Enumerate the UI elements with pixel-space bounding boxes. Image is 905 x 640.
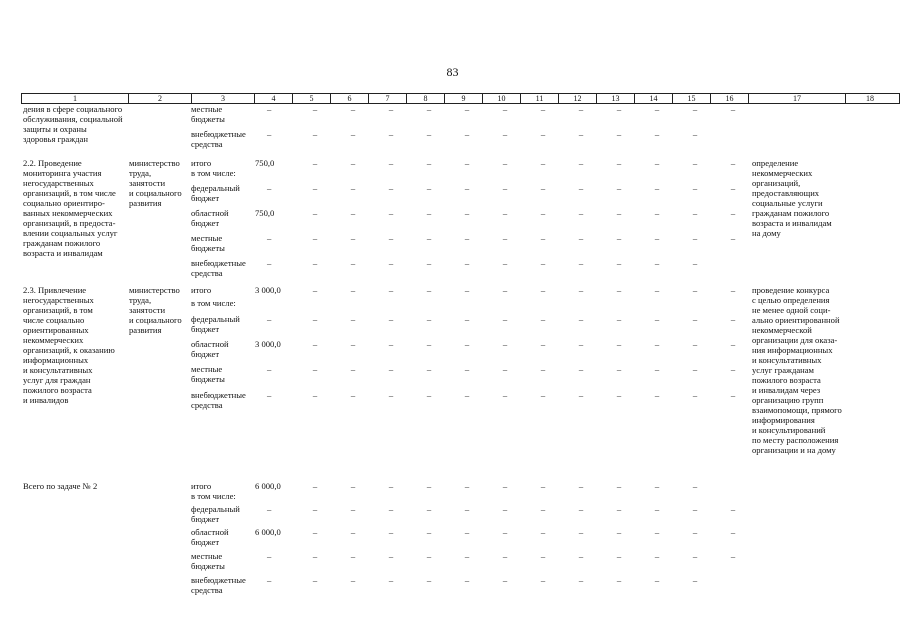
empty-cell-dash: –	[654, 390, 660, 400]
empty-cell-dash: –	[426, 314, 432, 324]
empty-cell-dash: –	[540, 551, 546, 561]
empty-cell-dash: –	[578, 551, 584, 561]
empty-cell-dash: –	[350, 233, 356, 243]
empty-cell-dash: –	[312, 183, 318, 193]
empty-cell-dash: –	[502, 285, 508, 295]
row1-source-label: федеральный бюджет	[191, 183, 240, 203]
empty-cell-dash: –	[426, 390, 432, 400]
empty-cell-dash: –	[578, 258, 584, 268]
empty-cell-dash: –	[350, 390, 356, 400]
empty-cell-dash: –	[502, 233, 508, 243]
empty-cell-dash: –	[426, 104, 432, 114]
row1-source-label: местные бюджеты	[191, 233, 225, 253]
empty-cell-dash: –	[654, 233, 660, 243]
empty-cell-dash: –	[464, 183, 470, 193]
empty-cell-dash: –	[654, 258, 660, 268]
empty-cell-dash: –	[730, 183, 736, 193]
empty-cell-dash: –	[730, 285, 736, 295]
empty-cell-dash: –	[464, 104, 470, 114]
empty-cell-dash: –	[350, 183, 356, 193]
empty-cell-dash: –	[388, 504, 394, 514]
empty-cell-dash: –	[464, 285, 470, 295]
row0-description: дения в сфере социального обслуживания, социальной защиты и охраны здоровья граждан	[23, 104, 123, 144]
column-header-11: 11	[521, 94, 559, 103]
row3-amount: –	[267, 551, 272, 561]
empty-cell-dash: –	[540, 258, 546, 268]
empty-cell-dash: –	[578, 208, 584, 218]
empty-cell-dash: –	[692, 364, 698, 374]
empty-cell-dash: –	[540, 481, 546, 491]
empty-cell-dash: –	[540, 285, 546, 295]
empty-cell-dash: –	[312, 390, 318, 400]
empty-cell-dash: –	[388, 258, 394, 268]
column-header-14: 14	[635, 94, 673, 103]
empty-cell-dash: –	[616, 527, 622, 537]
empty-cell-dash: –	[426, 551, 432, 561]
empty-cell-dash: –	[692, 129, 698, 139]
empty-cell-dash: –	[692, 339, 698, 349]
column-header-1: 1	[22, 94, 129, 103]
empty-cell-dash: –	[502, 551, 508, 561]
empty-cell-dash: –	[312, 551, 318, 561]
row1-executor: министерство труда, занятости и социального развития	[129, 158, 182, 208]
empty-cell-dash: –	[730, 390, 736, 400]
empty-cell-dash: –	[312, 364, 318, 374]
column-header-7: 7	[369, 94, 407, 103]
empty-cell-dash: –	[350, 504, 356, 514]
empty-cell-dash: –	[654, 129, 660, 139]
empty-cell-dash: –	[312, 233, 318, 243]
empty-cell-dash: –	[312, 208, 318, 218]
row2-result: проведение конкурса с целью определения не менее одной соци- ально ориентированной некоммерческой организации для оказа- ния информационных и консультативных услуг гражданам пожилого возраста и инвалидам через организацию групп взаимопомощи, прямого информирования и консультирований по месту расположения организации и на дому	[752, 285, 842, 455]
row3-source-label: федеральный бюджет	[191, 504, 240, 524]
row3-amount: 6 000,0	[255, 481, 281, 491]
empty-cell-dash: –	[540, 527, 546, 537]
empty-cell-dash: –	[654, 208, 660, 218]
column-header-13: 13	[597, 94, 635, 103]
row3-source-label: местные бюджеты	[191, 551, 225, 571]
empty-cell-dash: –	[426, 183, 432, 193]
empty-cell-dash: –	[654, 527, 660, 537]
empty-cell-dash: –	[312, 339, 318, 349]
empty-cell-dash: –	[616, 364, 622, 374]
empty-cell-dash: –	[426, 364, 432, 374]
empty-cell-dash: –	[730, 158, 736, 168]
empty-cell-dash: –	[502, 208, 508, 218]
empty-cell-dash: –	[502, 183, 508, 193]
empty-cell-dash: –	[426, 504, 432, 514]
empty-cell-dash: –	[692, 390, 698, 400]
empty-cell-dash: –	[312, 481, 318, 491]
empty-cell-dash: –	[350, 129, 356, 139]
column-header-18: 18	[866, 94, 874, 103]
empty-cell-dash: –	[616, 208, 622, 218]
empty-cell-dash: –	[502, 390, 508, 400]
empty-cell-dash: –	[502, 364, 508, 374]
empty-cell-dash: –	[578, 390, 584, 400]
row0-amount: –	[267, 104, 272, 114]
empty-cell-dash: –	[616, 285, 622, 295]
empty-cell-dash: –	[312, 104, 318, 114]
empty-cell-dash: –	[730, 504, 736, 514]
empty-cell-dash: –	[464, 258, 470, 268]
row3-source-label: итого в том числе:	[191, 481, 236, 501]
row2-source-label: федеральный бюджет	[191, 314, 240, 334]
empty-cell-dash: –	[388, 364, 394, 374]
empty-cell-dash: –	[426, 527, 432, 537]
row2-executor: министерство труда, занятости и социального развития	[129, 285, 182, 335]
row3-source-label: внебюджетные средства	[191, 575, 246, 595]
page-number: 83	[446, 65, 459, 79]
empty-cell-dash: –	[350, 285, 356, 295]
empty-cell-dash: –	[388, 183, 394, 193]
empty-cell-dash: –	[692, 551, 698, 561]
empty-cell-dash: –	[692, 504, 698, 514]
empty-cell-dash: –	[388, 527, 394, 537]
empty-cell-dash: –	[578, 285, 584, 295]
empty-cell-dash: –	[730, 551, 736, 561]
empty-cell-dash: –	[502, 575, 508, 585]
row2-amount: 3 000,0	[255, 285, 281, 295]
row2-source-label: местные бюджеты	[191, 364, 225, 384]
empty-cell-dash: –	[464, 551, 470, 561]
empty-cell-dash: –	[616, 158, 622, 168]
empty-cell-dash: –	[312, 314, 318, 324]
row2-source-label: областной бюджет	[191, 339, 229, 359]
empty-cell-dash: –	[502, 158, 508, 168]
empty-cell-dash: –	[616, 314, 622, 324]
empty-cell-dash: –	[464, 158, 470, 168]
empty-cell-dash: –	[464, 314, 470, 324]
empty-cell-dash: –	[426, 129, 432, 139]
empty-cell-dash: –	[426, 575, 432, 585]
empty-cell-dash: –	[388, 129, 394, 139]
empty-cell-dash: –	[692, 285, 698, 295]
column-header-4: 4	[255, 94, 293, 103]
empty-cell-dash: –	[502, 481, 508, 491]
empty-cell-dash: –	[654, 183, 660, 193]
empty-cell-dash: –	[692, 314, 698, 324]
empty-cell-dash: –	[350, 575, 356, 585]
row0-source-label: внебюджетные средства	[191, 129, 246, 149]
empty-cell-dash: –	[654, 481, 660, 491]
empty-cell-dash: –	[426, 481, 432, 491]
table-header-row	[21, 93, 900, 104]
empty-cell-dash: –	[350, 258, 356, 268]
column-header-17: 17	[749, 94, 846, 103]
empty-cell-dash: –	[540, 390, 546, 400]
empty-cell-dash: –	[616, 258, 622, 268]
empty-cell-dash: –	[692, 158, 698, 168]
empty-cell-dash: –	[616, 233, 622, 243]
empty-cell-dash: –	[578, 158, 584, 168]
empty-cell-dash: –	[464, 527, 470, 537]
row1-amount: –	[267, 183, 272, 193]
row2-source-label: в том числе:	[191, 298, 236, 308]
empty-cell-dash: –	[388, 551, 394, 561]
row1-amount: 750,0	[255, 158, 275, 168]
empty-cell-dash: –	[502, 314, 508, 324]
row3-total-label: Всего по задаче № 2	[23, 481, 98, 491]
column-header-10: 10	[483, 94, 521, 103]
empty-cell-dash: –	[692, 104, 698, 114]
empty-cell-dash: –	[464, 575, 470, 585]
empty-cell-dash: –	[654, 504, 660, 514]
empty-cell-dash: –	[616, 504, 622, 514]
empty-cell-dash: –	[388, 575, 394, 585]
empty-cell-dash: –	[350, 158, 356, 168]
empty-cell-dash: –	[616, 129, 622, 139]
row1-result: определение некоммерческих организаций, предоставляющих социальные услуги гражданам пожилого возраста и инвалидам на дому	[752, 158, 832, 238]
empty-cell-dash: –	[578, 129, 584, 139]
row1-amount: –	[267, 233, 272, 243]
empty-cell-dash: –	[730, 104, 736, 114]
empty-cell-dash: –	[388, 233, 394, 243]
empty-cell-dash: –	[692, 233, 698, 243]
empty-cell-dash: –	[464, 481, 470, 491]
empty-cell-dash: –	[616, 390, 622, 400]
empty-cell-dash: –	[654, 314, 660, 324]
column-header-8: 8	[407, 94, 445, 103]
empty-cell-dash: –	[388, 339, 394, 349]
empty-cell-dash: –	[502, 104, 508, 114]
empty-cell-dash: –	[350, 527, 356, 537]
empty-cell-dash: –	[426, 233, 432, 243]
empty-cell-dash: –	[540, 314, 546, 324]
empty-cell-dash: –	[312, 575, 318, 585]
empty-cell-dash: –	[730, 208, 736, 218]
empty-cell-dash: –	[350, 104, 356, 114]
empty-cell-dash: –	[388, 314, 394, 324]
row3-amount: 6 000,0	[255, 527, 281, 537]
empty-cell-dash: –	[312, 527, 318, 537]
empty-cell-dash: –	[426, 258, 432, 268]
row2-amount: –	[267, 314, 272, 324]
empty-cell-dash: –	[388, 390, 394, 400]
empty-cell-dash: –	[616, 339, 622, 349]
empty-cell-dash: –	[388, 481, 394, 491]
row1-description: 2.2. Проведение мониторинга участия негосударственных организаций, в том числе социально ориентиро- ванных некоммерческих организаций, в предоста- влении социальных услуг гражданам пожилого возраста и инвалидам	[23, 158, 118, 258]
empty-cell-dash: –	[730, 364, 736, 374]
empty-cell-dash: –	[350, 339, 356, 349]
empty-cell-dash: –	[540, 208, 546, 218]
row1-source-label: внебюджетные средства	[191, 258, 246, 278]
empty-cell-dash: –	[464, 504, 470, 514]
empty-cell-dash: –	[540, 339, 546, 349]
empty-cell-dash: –	[654, 364, 660, 374]
empty-cell-dash: –	[540, 364, 546, 374]
empty-cell-dash: –	[654, 551, 660, 561]
empty-cell-dash: –	[578, 314, 584, 324]
empty-cell-dash: –	[350, 314, 356, 324]
row2-source-label: внебюджетные средства	[191, 390, 246, 410]
empty-cell-dash: –	[464, 364, 470, 374]
empty-cell-dash: –	[654, 575, 660, 585]
empty-cell-dash: –	[312, 504, 318, 514]
empty-cell-dash: –	[730, 527, 736, 537]
empty-cell-dash: –	[464, 339, 470, 349]
column-header-15: 15	[673, 94, 711, 103]
empty-cell-dash: –	[388, 104, 394, 114]
empty-cell-dash: –	[730, 314, 736, 324]
empty-cell-dash: –	[692, 527, 698, 537]
empty-cell-dash: –	[692, 258, 698, 268]
empty-cell-dash: –	[502, 527, 508, 537]
empty-cell-dash: –	[502, 258, 508, 268]
empty-cell-dash: –	[464, 129, 470, 139]
empty-cell-dash: –	[426, 339, 432, 349]
empty-cell-dash: –	[312, 285, 318, 295]
empty-cell-dash: –	[654, 285, 660, 295]
empty-cell-dash: –	[388, 158, 394, 168]
empty-cell-dash: –	[540, 129, 546, 139]
row2-amount: –	[267, 390, 272, 400]
empty-cell-dash: –	[616, 575, 622, 585]
empty-cell-dash: –	[540, 183, 546, 193]
empty-cell-dash: –	[616, 481, 622, 491]
empty-cell-dash: –	[730, 233, 736, 243]
empty-cell-dash: –	[540, 158, 546, 168]
empty-cell-dash: –	[540, 504, 546, 514]
empty-cell-dash: –	[426, 158, 432, 168]
empty-cell-dash: –	[350, 551, 356, 561]
row1-amount: –	[267, 258, 272, 268]
empty-cell-dash: –	[578, 339, 584, 349]
empty-cell-dash: –	[350, 481, 356, 491]
empty-cell-dash: –	[692, 575, 698, 585]
empty-cell-dash: –	[350, 208, 356, 218]
empty-cell-dash: –	[578, 364, 584, 374]
empty-cell-dash: –	[616, 104, 622, 114]
row0-source-label: местные бюджеты	[191, 104, 225, 124]
empty-cell-dash: –	[388, 208, 394, 218]
row2-source-label: итого	[191, 285, 212, 295]
empty-cell-dash: –	[426, 208, 432, 218]
empty-cell-dash: –	[502, 129, 508, 139]
empty-cell-dash: –	[654, 104, 660, 114]
empty-cell-dash: –	[692, 183, 698, 193]
empty-cell-dash: –	[578, 481, 584, 491]
empty-cell-dash: –	[654, 158, 660, 168]
empty-cell-dash: –	[654, 339, 660, 349]
row3-source-label: областной бюджет	[191, 527, 229, 547]
column-header-9: 9	[445, 94, 483, 103]
column-header-2: 2	[129, 94, 192, 103]
empty-cell-dash: –	[578, 104, 584, 114]
empty-cell-dash: –	[578, 233, 584, 243]
row3-amount: –	[267, 504, 272, 514]
empty-cell-dash: –	[388, 285, 394, 295]
row2-description: 2.3. Привлечение негосударственных организаций, в том числе социально ориентированных некоммерческих организаций, к оказанию информационных и консультативных услуг для граждан пожилого возраста и инвалидов	[23, 285, 115, 405]
empty-cell-dash: –	[502, 504, 508, 514]
empty-cell-dash: –	[464, 208, 470, 218]
row1-source-label: итого в том числе:	[191, 158, 236, 178]
empty-cell-dash: –	[312, 129, 318, 139]
empty-cell-dash: –	[616, 551, 622, 561]
row3-amount: –	[267, 575, 272, 585]
empty-cell-dash: –	[578, 575, 584, 585]
empty-cell-dash: –	[578, 183, 584, 193]
empty-cell-dash: –	[540, 575, 546, 585]
empty-cell-dash: –	[464, 233, 470, 243]
column-header-6: 6	[331, 94, 369, 103]
row2-amount: 3 000,0	[255, 339, 281, 349]
empty-cell-dash: –	[312, 258, 318, 268]
empty-cell-dash: –	[312, 158, 318, 168]
empty-cell-dash: –	[350, 364, 356, 374]
empty-cell-dash: –	[578, 527, 584, 537]
empty-cell-dash: –	[578, 504, 584, 514]
column-header-16: 16	[711, 94, 749, 103]
column-header-12: 12	[559, 94, 597, 103]
empty-cell-dash: –	[692, 208, 698, 218]
row0-amount: –	[267, 129, 272, 139]
empty-cell-dash: –	[464, 390, 470, 400]
empty-cell-dash: –	[730, 339, 736, 349]
empty-cell-dash: –	[502, 339, 508, 349]
row1-source-label: областной бюджет	[191, 208, 229, 228]
row1-amount: 750,0	[255, 208, 275, 218]
column-header-5: 5	[293, 94, 331, 103]
empty-cell-dash: –	[426, 285, 432, 295]
empty-cell-dash: –	[692, 481, 698, 491]
empty-cell-dash: –	[540, 233, 546, 243]
empty-cell-dash: –	[616, 183, 622, 193]
empty-cell-dash: –	[540, 104, 546, 114]
column-header-3: 3	[192, 94, 255, 103]
row2-amount: –	[267, 364, 272, 374]
